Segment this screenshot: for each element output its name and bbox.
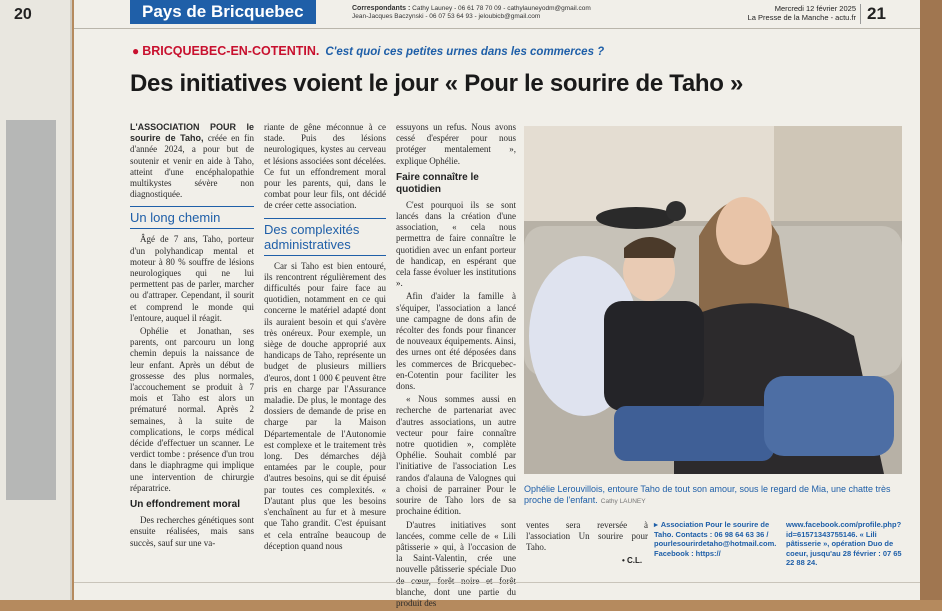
article-column-2 xyxy=(264,122,386,554)
article-kicker xyxy=(132,44,604,58)
subhead-complexites: Des complexités administratives xyxy=(264,218,386,256)
lead-text: créée en fin d'année 2024, a pour but de soutenir et venir en aide à Taho, atteint d'une encéphalopathie multikystes sévère non diagnostiquée. xyxy=(130,133,254,200)
correspondents-label: Correspondants : xyxy=(352,5,411,12)
triangle-right-icon: ▸ xyxy=(654,520,658,529)
previous-page-number: 20 xyxy=(14,6,32,23)
article-headline: Des initiatives voient le jour « Pour le sourire de Taho » xyxy=(130,70,743,97)
info-box-patisserie xyxy=(786,520,910,568)
paragraph: Des recherches génétiques sont ensuite réalisées, mais sans succès, sauf sur une va- xyxy=(130,515,254,548)
paragraph: Afin d'aider la famille à s'équiper, l'association a lancé une campagne de dons afin de récolter des fonds pour financer de nouveaux équipements. Ainsi, des urnes ont été déposées dans les commerces de Bricquebec-en-Cotentin pour faciliter les dons. xyxy=(396,291,516,392)
caption-text: Ophélie Lerouvillois, entoure Taho de tout son amour, sous le regard de Mia, une chatte très proche de l'enfant. xyxy=(524,484,891,505)
article-column-4 xyxy=(526,520,648,556)
article-column-1 xyxy=(130,122,254,551)
article-subtitle: C'est quoi ces petites urnes dans les commerces ? xyxy=(325,46,605,58)
author-signoff: • C.L. xyxy=(622,556,643,565)
paragraph: D'autres initiatives sont lancées, comme celle de « Lili pâtisserie » qui, à l'occasion de la Saint-Valentin, crée une nouvelle pâtisserie spéciale Duo de cœur, forêt noire et forêt blanche, dont une partie du produit des xyxy=(396,519,516,608)
date-block xyxy=(726,4,856,22)
subhead-effondrement: Un effondrement moral xyxy=(130,499,241,511)
correspondents xyxy=(352,5,591,21)
issue-date: Mercredi 12 février 2025 xyxy=(774,4,856,13)
photo-caption xyxy=(524,484,904,507)
info-box-association xyxy=(654,520,778,558)
photo-illustration xyxy=(524,126,902,474)
subhead-quotidien: Faire connaître le quotidien xyxy=(396,171,479,195)
map-pin-icon: ● xyxy=(132,44,140,58)
info-association: Association Pour le sourire de Taho. Contacts : 06 98 64 63 36 / pourlesourirdetaho@hotmail.com. Facebook : https:// xyxy=(654,520,777,558)
newspaper-page xyxy=(74,0,920,608)
previous-page xyxy=(0,0,72,600)
section-title: Pays de Bricquebec xyxy=(130,0,316,24)
table-edge xyxy=(920,0,942,600)
paragraph: ventes sera reversée à l'association Un sourire pour Taho. xyxy=(526,520,648,553)
paragraph: Car si Taho est bien entouré, ils rencontrent régulièrement des difficultés pour faire face au quotidien, notamment en ce qui concerne le matériel adapté dont ils auraient besoin et qui s'avère très onéreux. Pour exemple, un siège de douche approprié aux handicaps de Taho, représente un budget de plusieurs milliers d'euros, dont 1 000 € peuvent être pris en charge par l'Assurance maladie. De plus, le montage des dossiers de demande de prise en charge par la Maison Départementale de l'Autonomie est complexe et le traitement très long. Des démarches déjà entamées par le couple, pour d'autres besoins, qui se dit épuisé par toutes ces complexités. « D'autant plus que les besoins s'enchaînent au fur et à mesure que Taho grandit. C'est épuisant et cela entraîne beaucoup de déception quand nous xyxy=(264,260,386,551)
previous-page-image xyxy=(6,120,56,500)
article-place: BRICQUEBEC-EN-COTENTIN. xyxy=(142,44,320,58)
paragraph: C'est pourquoi ils se sont lancés dans la création d'une association, « cela nous permettra de faire connaître le quotidien avec un enfant porteur de handicap, en espérant que cela fasse évoluer les institutions ». xyxy=(396,199,516,289)
info-patisserie: www.facebook.com/profile.php?id=61571343755146. « Lili pâtisserie », opération Duo de coeur, jusqu'au 28 février : 07 65 22 88 24. xyxy=(786,520,902,567)
article-photo xyxy=(524,126,902,474)
publication-name: La Presse de la Manche - actu.fr xyxy=(747,13,856,22)
page-header xyxy=(74,0,920,29)
article-column-3 xyxy=(396,122,516,611)
lead-title: L'ASSOCIATION POUR le sourire de Taho, xyxy=(130,122,254,144)
correspondent-1: Cathy Launey - 06 61 78 70 09 - cathylauneyodm@gmail.com xyxy=(412,5,591,12)
paragraph: Âgé de 7 ans, Taho, porteur d'un polyhandicap mental et moteur à 80 % souffre de lésions neurologiques qui ne lui permettent pas de parler, marcher ou d'attraper. Cependant, il sourit et comprend le monde qui l'entoure, auquel il réagit. xyxy=(130,234,254,323)
paragraph: « Nous sommes aussi en recherche de partenariat avec d'autres associations, un autre vecteur pour faire connaître notre quotidien », complète Ophélie. Souhait comblé par l'initiative de l'association Les randos d'alauna de Valognes qui a choisi de parrainer Pour le sourire de Taho lors de sa prochaine édition. xyxy=(396,394,516,517)
subhead-long-chemin: Un long chemin xyxy=(130,206,254,229)
lead-paragraph xyxy=(130,122,254,200)
footer-rule xyxy=(74,582,920,583)
paragraph: Ophélie et Jonathan, ses parents, ont parcouru un long chemin depuis la naissance de leur enfant. Après un début de grossesse des plus normales, l'accouchement se produit à 7 mois et Taho est alors un prématuré normal. Après 2 semaines, à la suite de complications, le corps médical décide d'effectuer un scanner. Le verdict tombe : présence d'un trou dans le diaphragme qui implique une intervention de chirurgie réparatrice. xyxy=(130,326,254,493)
correspondent-2: Jean-Jacques Baczynski - 06 07 53 64 93 - jeloubicb@gmail.com xyxy=(352,13,541,20)
paragraph: essuyons un refus. Nous avons cessé d'espérer pour nous protéger mentalement », explique Ophélie. xyxy=(396,122,516,166)
photo-credit: Cathy LAUNEY xyxy=(600,498,646,505)
paragraph: riante de gêne méconnue à ce stade. Puis des lésions neurologiques, kystes au cerveau et lésions associées sont décelées. Ce fut un effondrement moral pour les parents, qui, dans le combat pour leur fils, ont décidé de créer cette association. xyxy=(264,122,386,211)
page-number: 21 xyxy=(860,4,886,24)
